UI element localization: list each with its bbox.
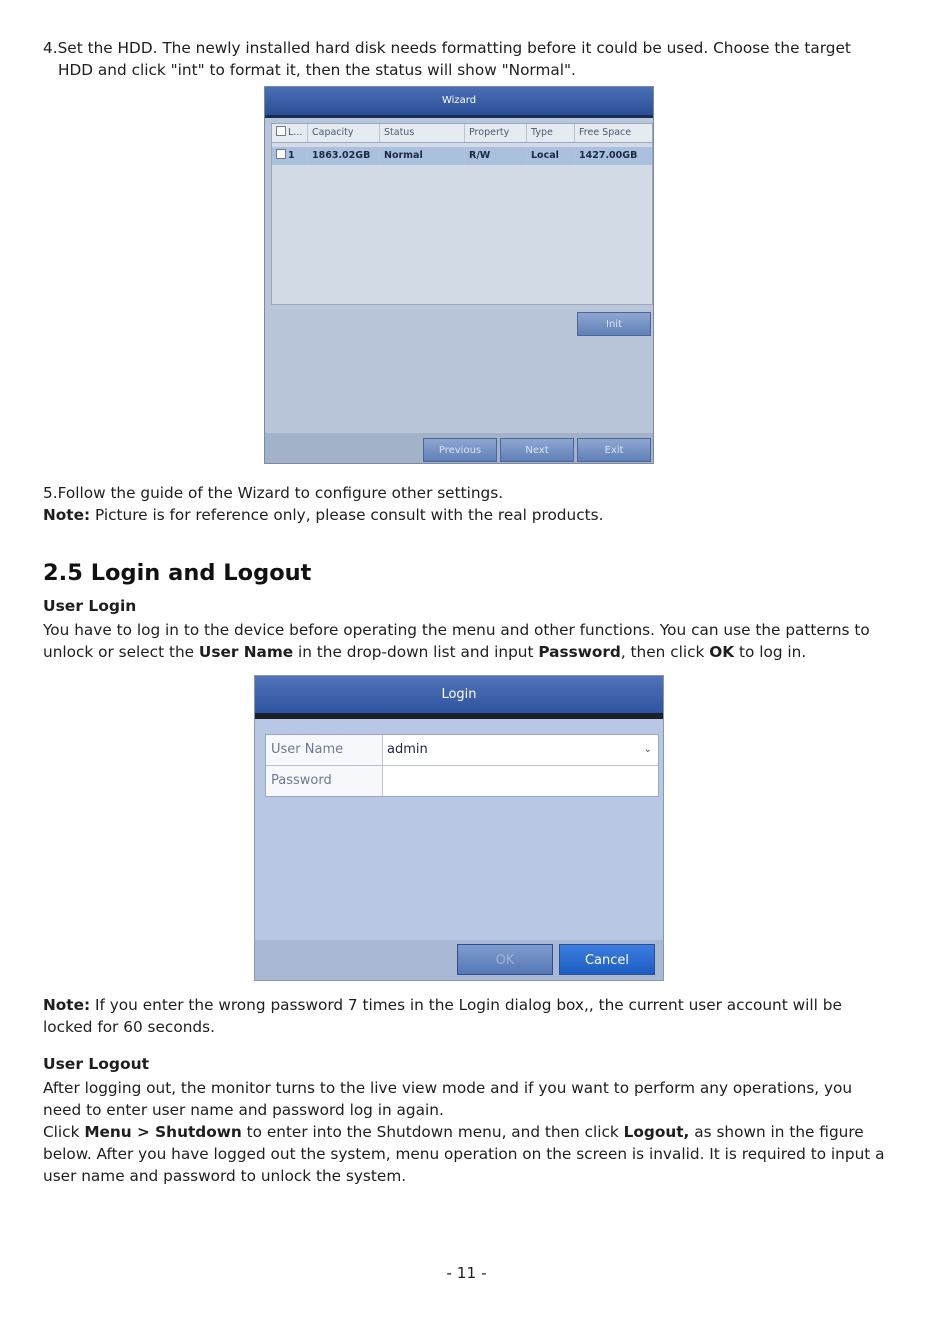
step5-text: 5.Follow the guide of the Wizard to configure other settings. Note: Picture is for reference only, please consult with the real products. xyxy=(43,484,604,524)
password-field[interactable] xyxy=(383,766,658,796)
wizard-title: Wizard xyxy=(265,87,653,118)
exit-button[interactable]: Exit xyxy=(577,438,651,462)
hdd-table xyxy=(271,123,653,305)
row-checkbox[interactable] xyxy=(276,149,286,159)
cancel-button[interactable]: Cancel xyxy=(559,944,655,975)
lockout-note: Note: If you enter the wrong password 7 times in the Login dialog box,, the current user account will be locked for 60 seconds. xyxy=(43,996,842,1036)
init-button[interactable]: Init xyxy=(577,312,651,336)
section-heading: 2.5 Login and Logout xyxy=(43,560,312,586)
next-button[interactable]: Next xyxy=(500,438,574,462)
step4-text: 4.Set the HDD. The newly installed hard disk needs formatting before it could be used. Choose the target HDD and click "int" to format it, then the status will show "Normal". xyxy=(43,39,851,79)
password-label: Password xyxy=(266,766,383,796)
ok-button[interactable]: OK xyxy=(457,944,553,975)
user-logout-text: After logging out, the monitor turns to the live view mode and if you want to perform any operations, you need to enter user name and password log in again. Click Menu > Shutdown to enter into the Shutdown menu, and then click Logout, as shown in the figure below. After you have logged out the system, menu operation on the screen is invalid. It is required to input a user name and password to unlock the system. xyxy=(43,1079,885,1185)
wizard-screenshot xyxy=(264,86,654,464)
login-title: Login xyxy=(255,676,663,719)
col-capacity: Capacity xyxy=(308,124,380,142)
user-name-select[interactable]: admin ⌄ xyxy=(383,735,658,765)
login-form xyxy=(265,734,659,797)
previous-button[interactable]: Previous xyxy=(423,438,497,462)
col-free-space: Free Space xyxy=(579,127,632,138)
page-number: - 11 - xyxy=(446,1264,487,1282)
login-screenshot xyxy=(254,675,664,981)
col-status: Status xyxy=(380,124,465,142)
select-all-checkbox[interactable] xyxy=(276,126,286,136)
user-logout-heading: User Logout xyxy=(43,1055,150,1073)
user-login-text: You have to log in to the device before operating the menu and other functions. You can use the patterns to unlock or select the User Name in the drop-down list and input Password, then click OK to log in. xyxy=(43,621,870,661)
col-type: Type xyxy=(527,124,575,142)
user-login-heading: User Login xyxy=(43,597,137,615)
user-name-label: User Name xyxy=(266,735,383,765)
table-header: L... Capacity Status Property Type Free Space xyxy=(272,124,652,143)
col-property: Property xyxy=(465,124,527,142)
chevron-down-icon: ⌄ xyxy=(643,744,652,755)
table-row[interactable]: 1 1863.02GB Normal R/W Local 1427.00GB xyxy=(272,147,652,165)
